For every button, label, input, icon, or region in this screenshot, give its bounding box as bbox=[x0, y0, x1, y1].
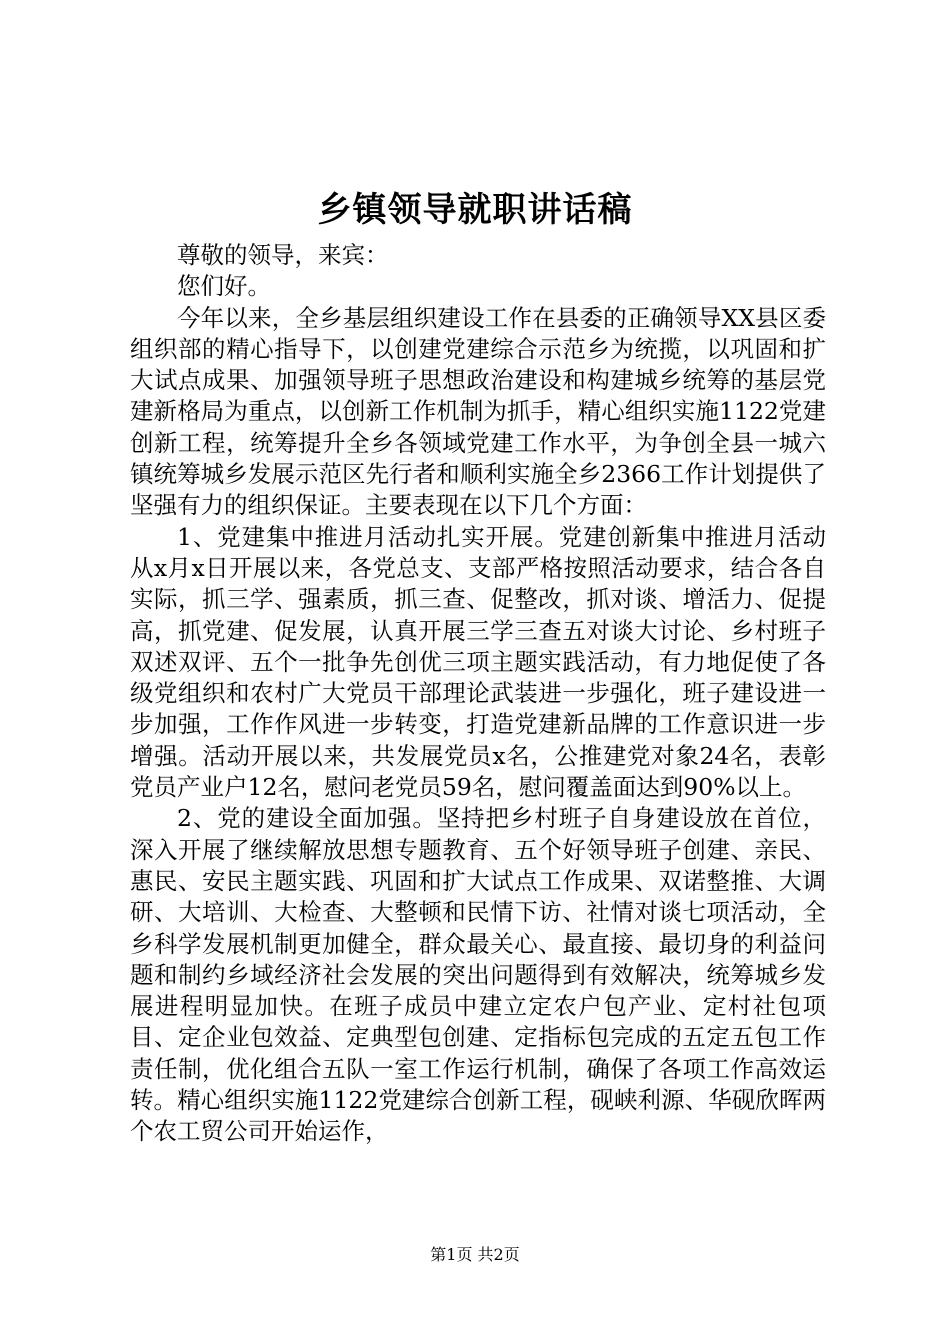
page-number-footer: 第1页 共2页 bbox=[430, 1245, 520, 1264]
salutation: 尊敬的领导，来宾： bbox=[177, 241, 389, 269]
paragraph-item-2: 2、党的建设全面加强。坚持把乡村班子自身建设放在首位，深入开展了继续解放思想专题教育、五个好领导班子创建、亲民、惠民、安民主题实践、巩固和扩大试点工作成果、双诺整推、大调研、大培训、大检查、大整顿和民情下访、社情对谈七项活动，全乡科学发展机制更加健全，群众最关心、最直接、最切身的利益问题和制约乡域经济社会发展的突出问题得到有效解决，统筹城乡发展进程明显加快。在班子成员中建立定农户包产业、定村社包项目、定企业包效益、定典型包创建、定指标包完成的五定五包工作责任制，优化组合五队一室工作运行机制，确保了各项工作高效运转。精心组织实施1122党建综合创新工程，砚峡利源、华砚欣晖两个农工贸公司开始运作， bbox=[130, 804, 826, 1146]
paragraph-intro: 今年以来，全乡基层组织建设工作在县委的正确领导XX县区委组织部的精心指导下，以创建党建综合示范乡为统揽，以巩固和扩大试点成果、加强领导班子思想政治建设和构建城乡统筹的基层党建新格局为重点，以创新工作机制为抓手，精心组织实施1122党建创新工程，统筹提升全乡各领域党建工作水平，为争创全县一城六镇统筹城乡发展示范区先行者和顺利实施全乡2366工作计划提供了坚强有力的组织保证。主要表现在以下几个方面： bbox=[130, 303, 826, 520]
paragraph-item-1: 1、党建集中推进月活动扎实开展。党建创新集中推进月活动从x月x日开展以来，各党总支、支部严格按照活动要求，结合各自实际，抓三学、强素质，抓三查、促整改，抓对谈、增活力、促提高，抓党建、促发展，认真开展三学三查五对谈大讨论、乡村班子双述双评、五个一批争先创优三项主题实践活动，有力地促使了各级党组织和农村广大党员干部理论武装进一步强化，班子建设进一步加强，工作作风进一步转变，打造党建新品牌的工作意识进一步增强。活动开展以来，共发展党员x名，公推建党对象24名，表彰党员产业户12名，慰问老党员59名，慰问覆盖面达到90%以上。 bbox=[130, 522, 826, 802]
greeting: 您们好。 bbox=[177, 272, 271, 301]
document-body bbox=[130, 240, 826, 1148]
document-title: 乡镇领导就职讲话稿 bbox=[317, 190, 633, 230]
